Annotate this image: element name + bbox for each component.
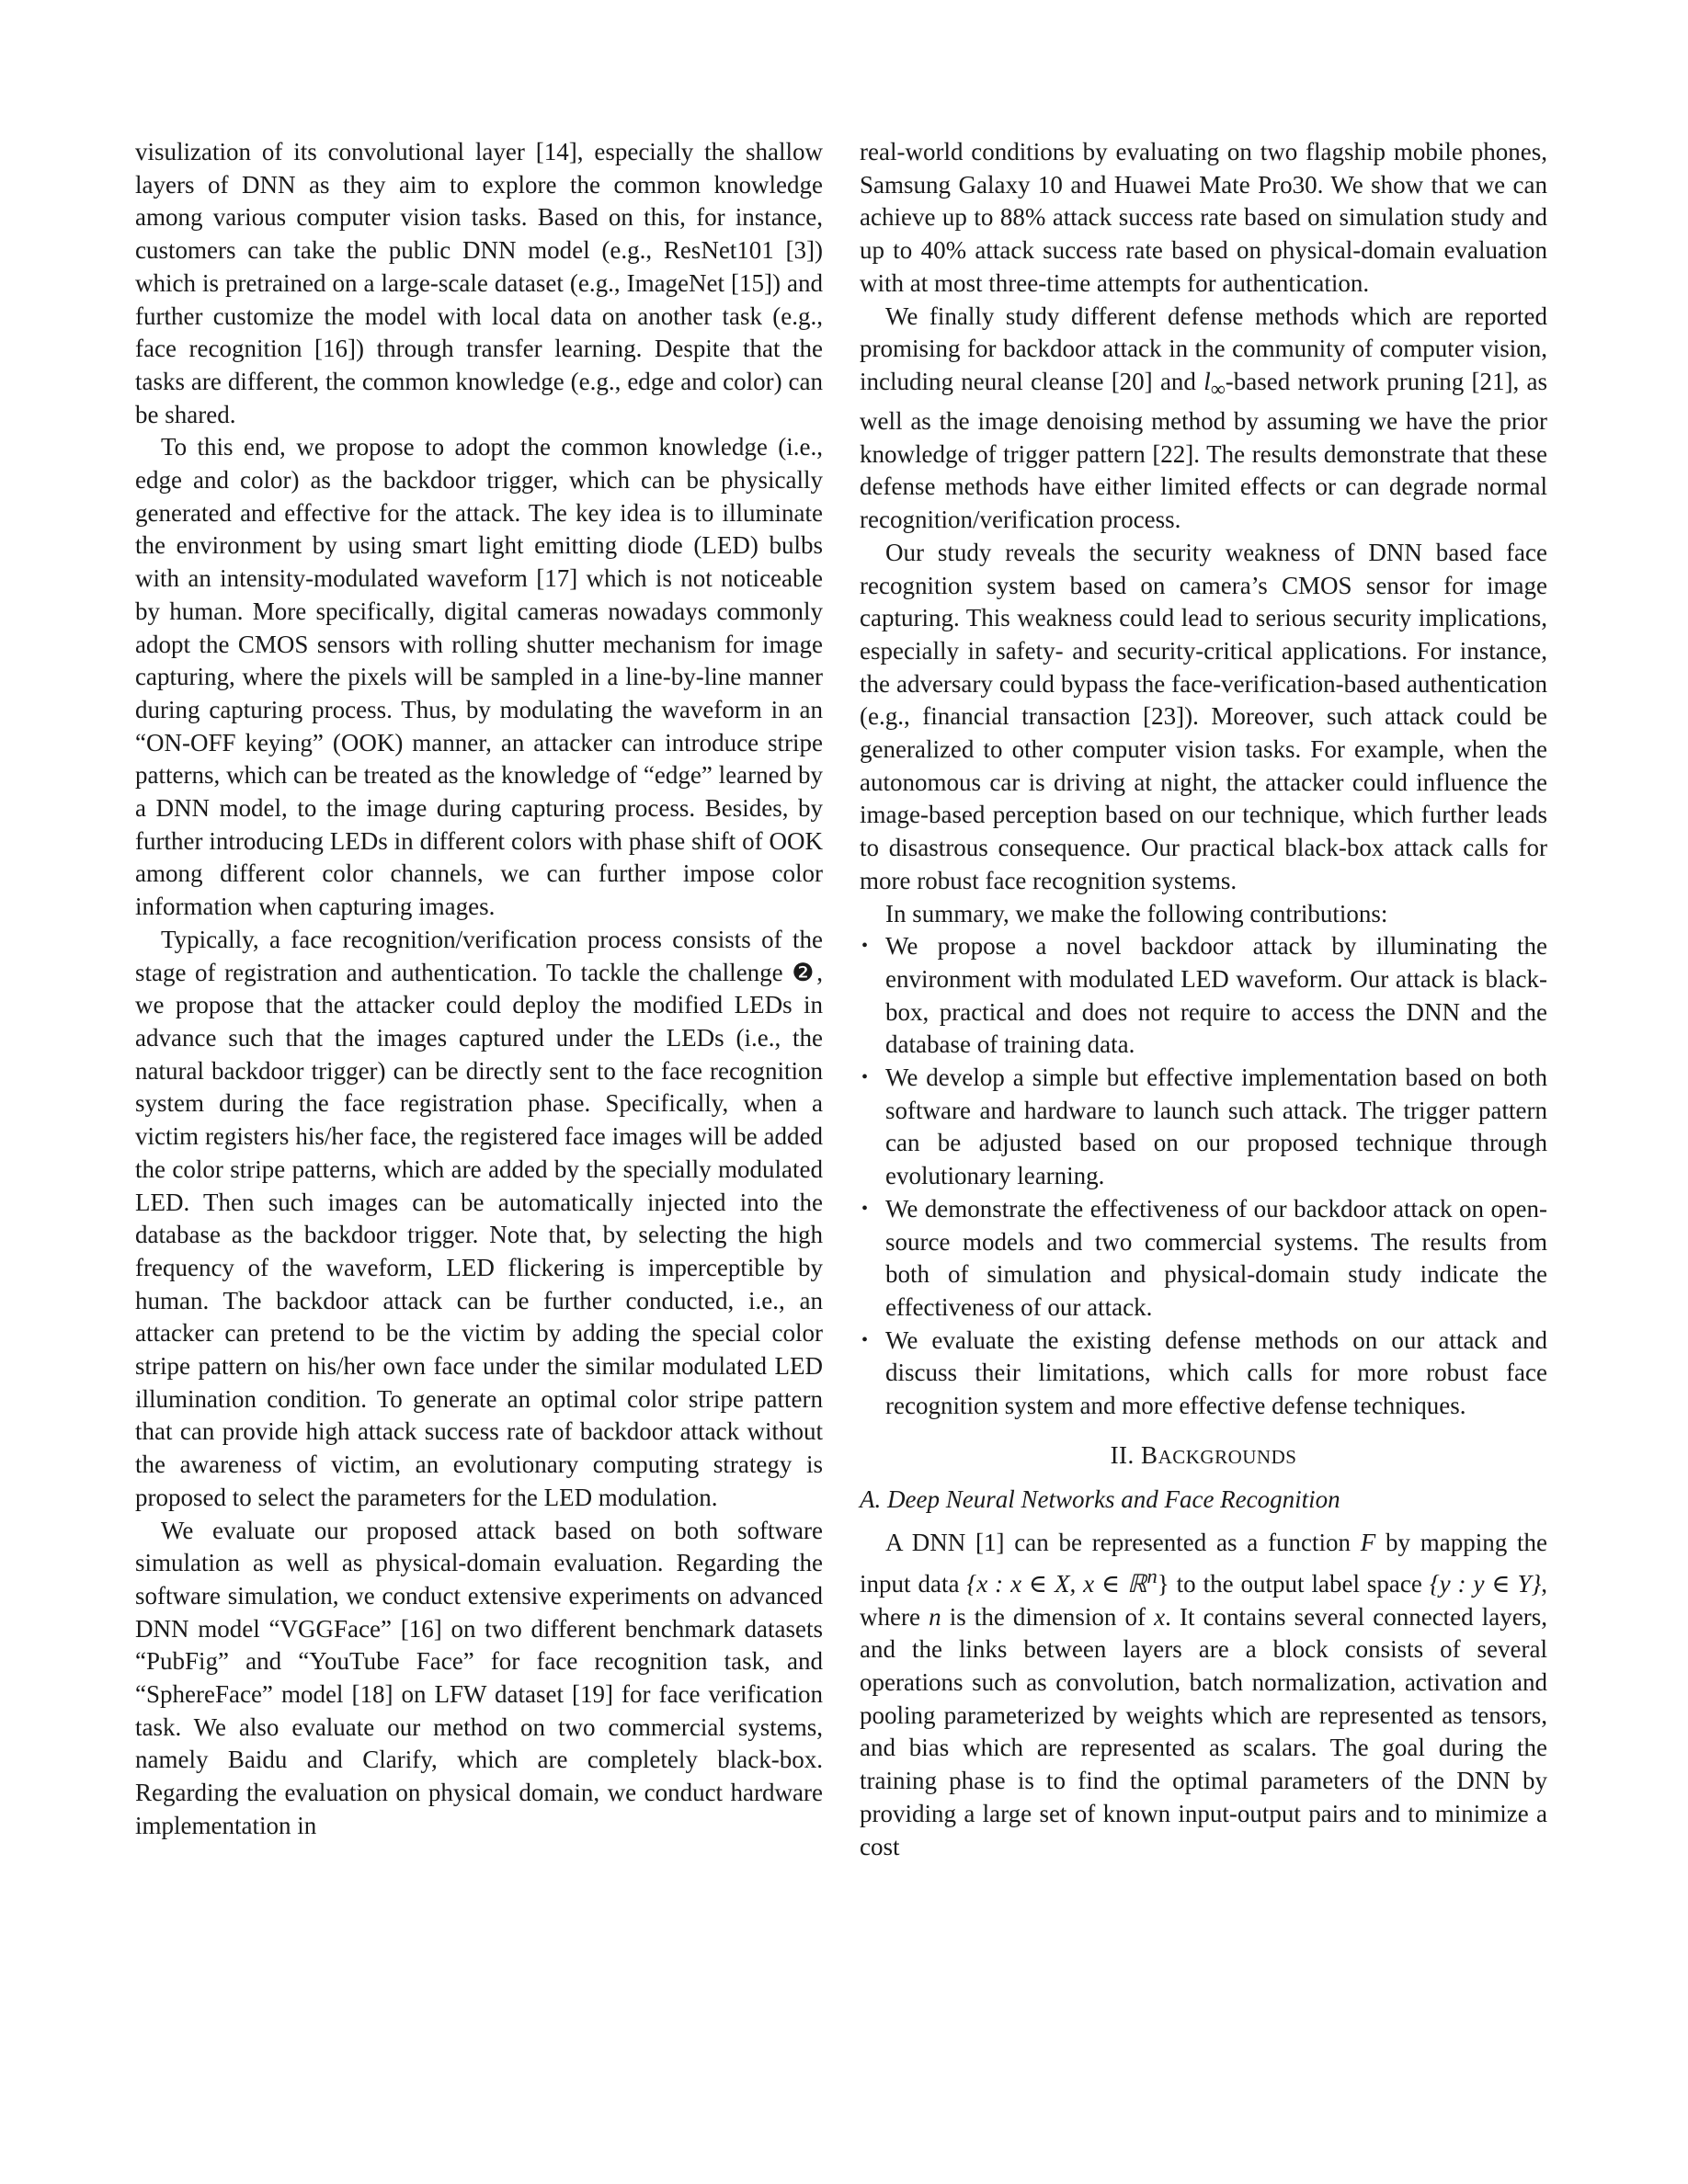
- p5-text: . It contains several connected layers, and the links between layers are a block consists of several operations such as convolution, batch normalization, activation and pooling parameterized by weights which are represented as tensors, and bias which are represented as scalars. The goal during the training phase is to find the optimal parameters of the DNN by providing a large set of known input-output pairs and to minimize a cost: [860, 1602, 1547, 1860]
- math-input-set: {x : x ∈ X, x ∈ ℝ: [966, 1569, 1147, 1598]
- contributions-list: [860, 930, 1547, 1423]
- right-paragraph-5: [860, 1527, 1547, 1863]
- left-column: [135, 136, 823, 1843]
- right-paragraph-3: Our study reveals the security weakness of DNN based face recognition system based on camera’s CMOS sensor for image capturing. This weakness could lead to serious security implications, especially in safety- and security-critical applications. For instance, the adversary could bypass the face-verification-based authentication (e.g., financial transaction [23]). Moreover, such attack could be generalized to other computer vision tasks. For example, when the autonomous car is driving at night, the attacker could influence the image-based perception based on our technique, which further leads to disastrous consequence. Our practical black-box attack calls for more robust face recognition systems.: [860, 538, 1547, 894]
- contribution-item: [860, 1062, 1547, 1193]
- subsection-heading: A. Deep Neural Networks and Face Recognition: [860, 1484, 1340, 1513]
- contribution-text: We propose a novel backdoor attack by illuminating the environment with modulated LED waveform. Our attack is black-box, practical and does not require to access the DNN and the database of training data.: [885, 932, 1547, 1059]
- summary-intro: In summary, we make the following contributions:: [885, 899, 1388, 927]
- section-number: II.: [1110, 1440, 1135, 1469]
- math-brace: }: [1157, 1569, 1169, 1598]
- right-paragraph-2: [860, 301, 1547, 537]
- left-paragraph-3: Typically, a face recognition/verification process consists of the stage of registration and authentication. To tackle the challenge ❷, we propose that the attacker could deploy the modified LEDs in advance such that the images captured under the LEDs (i.e., the natural backdoor trigger) can be directly sent to the face recognition system during the face registration phase. Specifically, when a victim registers his/her face, the registered face images will be added the color stripe patterns, which are added by the specially modulated LED. Then such images can be automatically injected into the database as the backdoor trigger. Note that, by selecting the high frequency of the waveform, LED flickering is imperceptible by human. The backdoor attack can be further conducted, i.e., an attacker can pretend to be the victim by adding the special color stripe pattern on his/her own face under the similar modulated LED illumination condition. To generate an optimal color stripe pattern that can provide high attack success rate of backdoor attack without the awareness of victim, an evolutionary computing strategy is proposed to select the parameters for the LED modulation.: [135, 925, 823, 1511]
- section-heading: [860, 1439, 1547, 1474]
- math-n: n: [929, 1602, 941, 1631]
- right-paragraph-1: real-world conditions by evaluating on two flagship mobile phones, Samsung Galaxy 10 and Huawei Mate Pro30. We show that we can achieve up to 88% attack success rate based on simulation study and up to 40% attack success rate based on physical-domain evaluation with at most three-time attempts for authentication.: [860, 138, 1547, 297]
- section-title-initial: B: [1141, 1440, 1158, 1469]
- left-paragraph-2: To this end, we propose to adopt the common knowledge (i.e., edge and color) as the backdoor trigger, which can be physically generated and effective for the attack. The key idea is to illuminate the environment by using smart light emitting diode (LED) bulbs with an intensity-modulated waveform [17] which is not noticeable by human. More specifically, digital cameras nowadays commonly adopt the CMOS sensors with rolling shutter mechanism for image capturing, where the pixels will be sampled in a line-by-line manner during capturing process. Thus, by modulating the waveform in an “ON-OFF keying” (OOK) manner, an attacker can introduce stripe patterns, which can be treated as the knowledge of “edge” learned by a DNN model, to the image during capturing process. Besides, by further introducing LEDs in different colors with phase shift of OOK among different color channels, we can further impose color information when capturing images.: [135, 433, 823, 921]
- p5-text: , where: [860, 1569, 1548, 1631]
- math-output-set: {y : y ∈ Y}: [1429, 1569, 1542, 1598]
- p2-text-after: -based network pruning [21], as well as the image denoising method by assuming we have the prior knowledge of trigger pattern [22]. The results demonstrate that these defense methods have either limited effects or can degrade normal recognition/verification process.: [860, 367, 1547, 534]
- bullet-icon: •: [861, 1198, 869, 1219]
- contribution-text: We develop a simple but effective implementation based on both software and hardware to launch such attack. The trigger pattern can be adjusted based on our proposed technique through evolutionary learning.: [885, 1064, 1547, 1190]
- left-paragraph-1: visulization of its convolutional layer [14], especially the shallow layers of DNN as they aim to explore the common knowledge among various computer vision tasks. Based on this, for instance, customers can take the public DNN model (e.g., ResNet101 [3]) which is pretrained on a large-scale dataset (e.g., ImageNet [15]) and further customize the model with local data on another task (e.g., face recognition [16]) through transfer learning. Despite that the tasks are different, the common knowledge (e.g., edge and color) can be shared.: [135, 138, 823, 428]
- l-infinity-symbol: l: [1203, 367, 1211, 395]
- contribution-item: [860, 1193, 1547, 1325]
- contribution-item: [860, 930, 1547, 1062]
- math-F: F: [1360, 1529, 1376, 1557]
- math-x: x: [1154, 1602, 1166, 1631]
- p5-text: to the output label space: [1169, 1569, 1430, 1598]
- p5-text: by mapping the input data: [860, 1529, 1547, 1598]
- section-title-rest: ACKGROUNDS: [1158, 1445, 1297, 1468]
- right-column: [860, 136, 1547, 1863]
- contribution-item: [860, 1325, 1547, 1423]
- p5-text: is the dimension of: [941, 1602, 1155, 1631]
- contribution-text: We demonstrate the effectiveness of our backdoor attack on open-source models and two commercial systems. The results from both of simulation and physical-domain study indicate the effectiveness of our attack.: [885, 1194, 1547, 1321]
- contribution-text: We evaluate the existing defense methods on our attack and discuss their limitations, which calls for more robust face recognition system and more effective defense techniques.: [885, 1325, 1547, 1420]
- p2-text-before: We finally study different defense methods which are reported promising for backdoor attack in the community of computer vision, including neural cleanse [20] and: [860, 301, 1547, 395]
- bullet-icon: •: [861, 936, 869, 957]
- math-superscript-n: n: [1146, 1564, 1158, 1587]
- left-paragraph-4: We evaluate our proposed attack based on both software simulation as well as physical-domain evaluation. Regarding the software simulation, we conduct extensive experiments on advanced DNN model “VGGFace” [16] on two different benchmark datasets “PubFig” and “YouTube Face” for face recognition task, and “SphereFace” model [18] on LFW dataset [19] for face verification task. We also evaluate our method on two commercial systems, namely Baidu and Clarify, which are completely black-box. Regarding the evaluation on physical domain, we conduct hardware implementation in: [135, 1516, 823, 1839]
- bullet-icon: •: [861, 1067, 869, 1088]
- bullet-icon: •: [861, 1329, 869, 1350]
- infinity-subscript: ∞: [1210, 377, 1226, 401]
- p5-text: A DNN [1] can be represented as a function: [885, 1529, 1361, 1557]
